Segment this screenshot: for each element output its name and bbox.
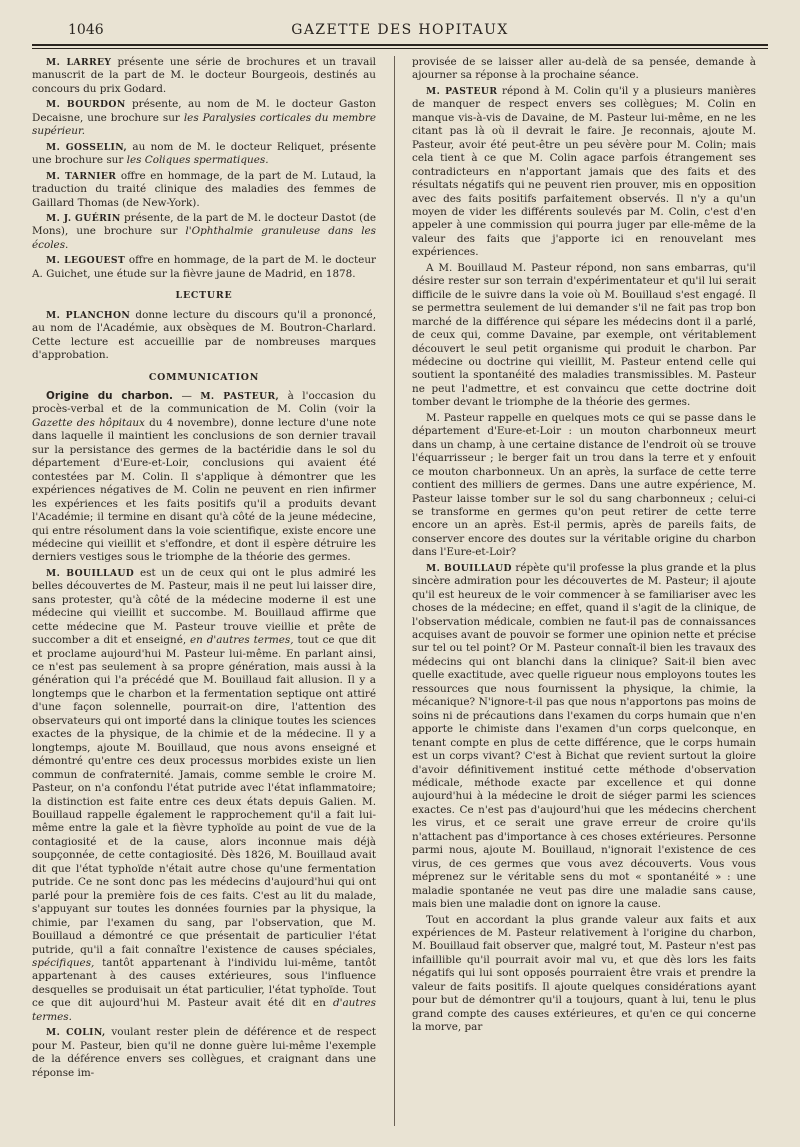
paragraph-text: répond à M. Colin qu'il y a plusieurs manières de manquer de respect envers ses collègues; M. Colin en manque vis-à-vis de Davaine, de M. Pasteur lui-même, en ne les citant pas là où il devrait le faire. Je reconnais, ajoute M. Pasteur, avoir été peut-être un peu sévère pour M. Colin; mais cela tient à ce que M. Colin agace parfois étrangement ses contradicteurs en n'apportant jamais que des faits et des résultats négatifs qui ne peuvent rien prouver, mis en opposition avec des faits positifs parfaitement observés. Il n'y a qu'un moyen de vider les différents soulevés par M. Colin, c'est d'en appeler à une commission qui pourra juger par elle-même de la valeur des faits que j'apporte ici en renouvelant mes expériences. (412, 84, 756, 259)
paragraph-text: présente une série de brochures et un travail manuscrit de la part de M. le docteur Bourgeois, destinés au concours du prix Godard. (32, 56, 376, 95)
paragraph (32, 56, 376, 96)
paragraph-italic: Gazette des hôpitaux (32, 416, 145, 429)
journal-title: GAZETTE DES HOPITAUX (291, 22, 509, 38)
speaker-name: M. PASTEUR (426, 85, 498, 97)
paragraph (32, 254, 376, 281)
paragraph-italic: les Coliques spermatiques. (126, 154, 269, 167)
paragraph (32, 390, 376, 565)
paragraph-text: présente, au nom de M. le docteur Gaston Decaisne, une brochure sur (32, 98, 376, 124)
paragraph-text: tantôt appartenant à l'individu lui-même, tantôt appartenant à des causes extérieures, sous l'influence desquelles se produisait un état particulier, l'état typhoïde. Tout ce que dit aujourd'hui M. Pasteur avait été dit en (32, 957, 376, 1010)
speaker-name: M. PLANCHON (46, 309, 131, 321)
paragraph-text: A M. Bouillaud M. Pasteur répond, non sans embarras, qu'il désire rester sur son terrain d'expérimentateur et qu'il lui serait difficile de le suivre dans la voie où M. Bouillaud s'est engagé. Il se permettra seulement de lui demander s'il ne fait pas trop bon marché de la différence qui sépare les médecins dont il a parlé, de ceux qui, comme Davaine, par exemple, ont véritablement découvert le seul petit organisme qui produit le charbon. Par médecine ou doctrine qui vieillit, M. Pasteur entend celle qui soutient la spontanéité des maladies transmissibles. M. Pasteur ne peut l'admettre, et est convaincu que cette doctrine doit tomber devant le triomphe de la théorie des germes. (412, 261, 756, 409)
paragraph (412, 562, 756, 912)
paragraph-text: au nom de M. le docteur Reliquet, présente une brochure sur (32, 140, 376, 167)
header-rule-thin (32, 48, 768, 49)
section-heading-lecture: LECTURE (175, 290, 233, 302)
paragraph-text: voulant rester plein de déférence et de respect pour M. Pasteur, bien qu'il ne donne guère lui-même l'exemple de la déférence envers ses collègues, et craignant dans une réponse im- (32, 1026, 376, 1079)
paragraph-text: répète qu'il professe la plus grande et la plus sincère admiration pour les découvertes de M. Pasteur; il ajoute qu'il est heureux de le voir commencer à se familiariser avec les choses de la médecine; en effet, quand il s'agit de la clinique, de l'observation médicale, combien ne faut-il pas de connaissances acquises avant de pouvoir se former une opinion nette et précise sur tel ou tel point? Or M. Pasteur connaît-il bien les travaux des médecins qui ont blanchi dans la clinique? Sait-il bien avec quelle exactitude, avec quelle rigueur nous employons toutes les ressources que nous fournissent la physique, la chimie, la mécanique? N'ignore-t-il pas que nous n'apportons pas moins de soins ni de précautions dans l'examen du corps humain que n'en apporte le chimiste dans l'examen d'un corps quelconque, en tenant compte en plus de cette différence, que le corps humain est un corps vivant? C'est à Bichat que revient surtout la gloire d'avoir définitivement institué cette méthode d'observation médicale, méthode exacte par excellence et qui donne aujourd'hui à la médecine le droit de siéger parmi les sciences exactes. Ce n'est pas d'aujourd'hui que les médecins cherchent les virus, et ce serait une grave erreur de croire qu'ils n'attachent pas d'importance à ces choses extérieures. Personne parmi nous, ajoute M. Bouillaud, n'ignorait l'existence de ces virus, de ces germes que vous avez découverts. Vous vous méprenez sur le véritable sens du mot « spontanéité » : une maladie spontanée ne veut pas dire une maladie sans cause, mais bien une maladie dont on ignore la cause. (412, 561, 757, 911)
paragraph-italic: l'Ophthalmie granuleuse dans les écoles. (32, 225, 376, 251)
speaker-name: M. BOUILLAUD (426, 562, 512, 574)
paragraph (412, 56, 756, 83)
paragraph-text: offre en hommage, de la part de M. le docteur A. Guichet, une étude sur la fièvre jaune de Madrid, en 1878. (32, 254, 376, 280)
paragraph-text: offre en hommage, de la part de M. Lutaud, la traduction du traité clinique des maladies des femmes de Gaillard Thomas (de New-York). (32, 169, 377, 209)
speaker-name: M. LEGOUEST (46, 255, 126, 267)
left-column (32, 56, 376, 1082)
page-header (30, 18, 770, 46)
speaker-name: M. BOUILLAUD (46, 567, 135, 579)
speaker-name: M. PASTEUR, (200, 390, 280, 402)
paragraph-text: donne lecture du discours qu'il a prononcé, au nom de l'Académie, aux obsèques de M. Boutron-Charlard. Cette lecture est accueillie par de nombreuses marques d'approbation. (32, 308, 377, 362)
paragraph (412, 262, 756, 410)
paragraph-text: à l'occasion du procès-verbal et de la communication de M. Colin (voir la (32, 389, 376, 416)
title-dash: — (172, 389, 201, 402)
column-divider (394, 56, 395, 1126)
paragraph (32, 141, 376, 168)
paragraph (32, 309, 376, 363)
paragraph-text: Tout en accordant la plus grande valeur aux faits et aux expériences de M. Pasteur relativement à l'origine du charbon, M. Bouillaud fait observer que, malgré tout, M. Pasteur n'est pas infaillible qu'il pourrait avoir mal vu, et que dès lors les faits négatifs qui lui sont opposés pourraient être vrais et prendre la valeur de faits positifs. Il ajoute quelques considérations ayant pour but de démontrer qu'il a toujours, quant à lui, tenu le plus grand compte des causes extérieures, et qu'en ce qui concerne la morve, par (412, 913, 756, 1034)
speaker-name: M. J. GUÉRIN (46, 212, 121, 224)
paragraph (32, 1026, 376, 1080)
paragraph-text: provisée de se laisser aller au-delà de sa pensée, demande à ajourner sa réponse à la prochaine séance. (412, 56, 756, 82)
paragraph (412, 85, 756, 260)
speaker-name: M. COLIN, (46, 1027, 106, 1039)
paragraph-text: présente, de la part de M. le docteur Dastot (de Mons), une brochure sur (32, 211, 376, 238)
paragraph-italic: d'autres termes. (32, 997, 376, 1023)
article-title: Origine du charbon. (46, 389, 173, 402)
right-column (412, 56, 756, 1037)
paragraph-text: M. Pasteur rappelle en quelques mots ce qui se passe dans le département d'Eure-et-Loir : un mouton charbonneux meurt dans un champ, à une certaine distance de l'endroit où se trouve l'équarrisseur ; le berger fait un trou dans la terre et y enfouit ce mouton charbonneux. Un an après, la surface de cette terre contient des milliers de germes. Dans une autre expérience, M. Pasteur laisse tomber sur le sol du sang charbonneux ; celui-ci se transforme en germes qu'on peut retirer de cette terre encore un an après. Est-il permis, après de pareils faits, de conserver encore des doutes sur la véritable origine du charbon dans l'Eure-et-Loir? (412, 411, 756, 559)
speaker-name: M. GOSSELIN, (46, 141, 128, 153)
paragraph (412, 412, 756, 560)
paragraph-italic: spécifiques, (32, 957, 95, 969)
paragraph (32, 170, 376, 210)
paragraph-text: est un de ceux qui ont le plus admiré les belles découvertes de M. Pasteur, mais il ne peut lui laisser dire, sans protester, qu'à côté de la médecine moderne il est une médecine qui vieillit et succombe. M. Bouillaud affirme que cette médecine que M. Pasteur trouve vieillie et prête de succomber a dit et enseigné, (32, 566, 376, 647)
speaker-name: M. TARNIER (46, 170, 117, 182)
speaker-name: M. BOURDON (46, 99, 126, 111)
paragraph-italic: en d'autres termes, (190, 634, 294, 647)
paragraph-italic: les Paralysies corticales du membre supérieur. (32, 111, 376, 138)
paragraph-text: tout ce que dit et proclame aujourd'hui M. Pasteur lui-même. En parlant ainsi, ce n'est pas seulement à sa propre génération, mais aussi à la génération qui l'a précédé que M. Bouillaud fait allusion. Il y a longtemps que le charbon et la fermentation septique ont attiré d'une façon solennelle, pourrait-on dire, l'attention des observateurs qui ont importé dans la clinique toutes les sciences exactes de la physique, de la chimie et de la médecine. Il y a longtemps, ajoute M. Bouillaud, que nous avons enseigné et démontré qu'entre ces deux processus morbides existe un lien commun de confraternité. Jamais, comme semble le croire M. Pasteur, on n'a confondu l'état putride avec l'état inflammatoire; la distinction est faite entre ces deux états depuis Galien. M. Bouillaud rappelle également le rapprochement qu'il a fait lui-même entre la gale et la fièvre typhoïde au point de vue de la contagiosité et de la cause, alors inconnue mais déjà soupçonnée, de cette contagiosité. Dès 1826, M. Bouillaud avait dit que l'état typhoïde n'était autre chose qu'une fermentation putride. Ce ne sont donc pas les médecins d'aujourd'hui qui ont parlé pour la première fois de ces faits. C'est au lit du malade, s'appuyant sur toutes les données fournies par la physique, la chimie, par l'examen du sang, par l'observation, que M. Bouillaud a démontré ce que présentait de particulier l'état putride, qu'il a fait connaître l'existence de causes spéciales, (32, 634, 376, 956)
paragraph (32, 567, 376, 1024)
header-rule (32, 44, 768, 46)
paragraph (32, 98, 376, 138)
paragraph (32, 212, 376, 252)
paragraph-text: du 4 novembre), donne lecture d'une note dans laquelle il maintient les conclusions de son dernier travail sur la persistance des germes de la bactéridie dans le sol du département d'Eure-et-Loir, conclusions qui avaient été contestées par M. Colin. Il s'applique à démontrer que les expériences négatives de M. Colin ne peuvent en rien infirmer les expériences et les faits positifs qu'il a produits devant l'Académie; il termine en disant qu'à côté de la jeune médecine, qui entre résolument dans la voie scientifique, existe encore une médecine qui vieillit et s'effondre, et dont il espère détruire les derniers vestiges sous le triomphe de la théorie des germes. (32, 416, 376, 564)
page-number: 1046 (68, 22, 104, 38)
section-heading-communication: COMMUNICATION (148, 371, 260, 383)
speaker-name: M. LARREY (46, 57, 112, 68)
paragraph (412, 914, 756, 1035)
